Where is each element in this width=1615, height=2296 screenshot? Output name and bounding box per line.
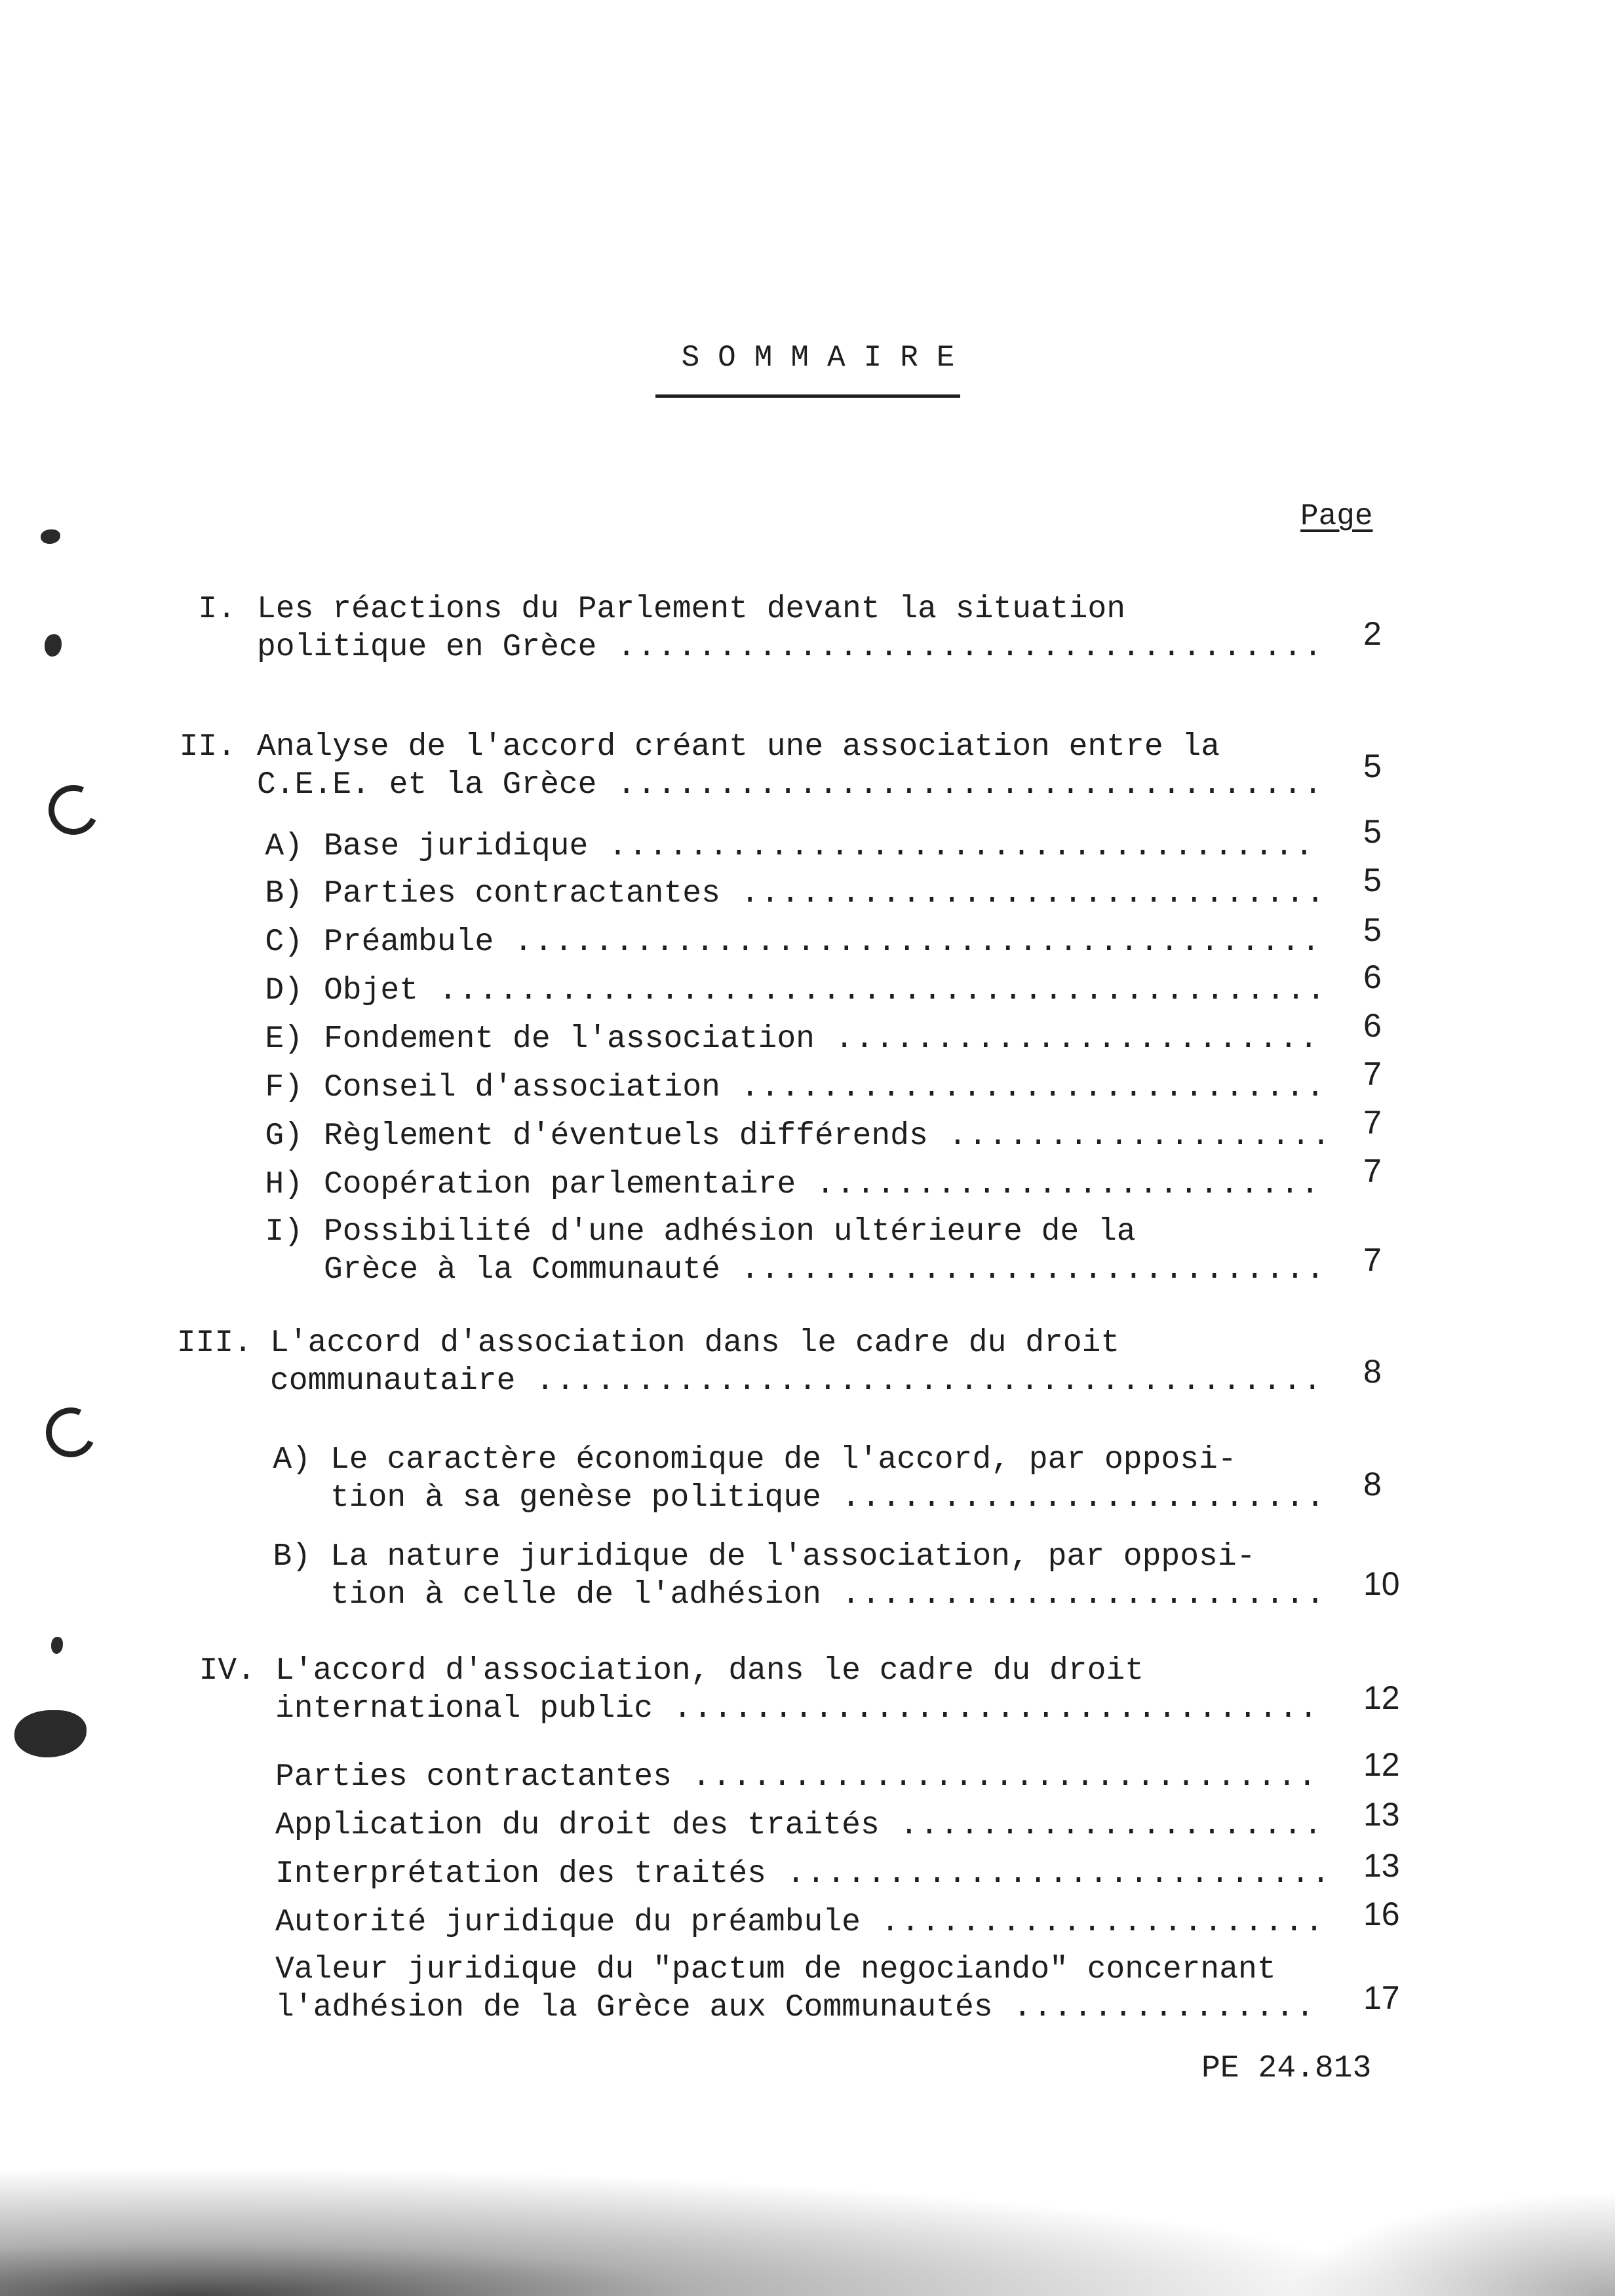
toc-entry-title: Parties contractantes [324, 876, 720, 911]
toc-entry-title: Interprétation des traités [275, 1856, 766, 1892]
dot-leader: ......................... [796, 1167, 1321, 1202]
scan-shadow-right [1287, 2191, 1615, 2296]
toc-entry-number: A) [265, 829, 303, 864]
toc-entry-title: Préambule [324, 925, 494, 960]
toc-entry-title: Grèce à la Communauté [324, 1252, 720, 1288]
dot-leader: ........................... [766, 1856, 1332, 1892]
toc-entry-title: politique en Grèce [257, 630, 597, 665]
dot-leader: ................... [927, 1119, 1332, 1154]
document-reference: PE 24.813 [1201, 2051, 1372, 2086]
punch-hole-top [41, 778, 105, 841]
page-column-header: Page [1300, 499, 1373, 533]
dot-leader: ....................................... [515, 1364, 1323, 1399]
toc-entry-title: Conseil d'association [324, 1070, 720, 1105]
dot-leader: ............................. [720, 1252, 1327, 1288]
toc-page-number: 7 [1363, 1056, 1382, 1092]
toc-entry-number: F) [265, 1070, 303, 1105]
dot-leader: ................................ [653, 1691, 1319, 1727]
toc-entry-title: L'accord d'association, dans le cadre du droit [275, 1653, 1144, 1689]
dot-leader: ........................ [821, 1480, 1327, 1516]
toc-entry-title: Coopération parlementaire [324, 1167, 796, 1202]
toc-entry-title: Possibilité d'une adhésion ultérieure de la [324, 1214, 1136, 1250]
dot-leader: ............................... [671, 1759, 1318, 1795]
dot-leader: ................................... [596, 767, 1324, 803]
toc-entry-title: Parties contractantes [275, 1759, 672, 1795]
toc-page-number: 17 [1363, 1980, 1400, 2016]
toc-entry-title: Application du droit des traités [275, 1808, 880, 1843]
toc-entry-number: G) [265, 1119, 303, 1154]
toc-entry-number: E) [265, 1022, 303, 1057]
dot-leader: ............................................ [418, 973, 1327, 1008]
toc-entry-number: B) [273, 1539, 311, 1575]
scan-blot [45, 634, 62, 657]
document-title: SOMMAIRE [681, 341, 973, 375]
toc-page-number: 8 [1363, 1466, 1382, 1502]
toc-page-number: 12 [1363, 1746, 1400, 1783]
toc-entry-title: Analyse de l'accord créant une association entre la [257, 729, 1220, 765]
toc-page-number: 8 [1363, 1353, 1382, 1390]
toc-page-number: 12 [1363, 1679, 1400, 1716]
toc-entry-title: Base juridique [324, 829, 589, 864]
dot-leader: ........................ [814, 1022, 1320, 1057]
toc-entry-title: L'accord d'association dans le cadre du droit [270, 1326, 1120, 1361]
toc-entry-title: Valeur juridique du "pactum de negociando" concernant [275, 1952, 1276, 1987]
dot-leader: ............... [992, 1990, 1316, 2025]
toc-entry-title: tion à sa genèse politique [330, 1480, 821, 1516]
toc-entry-title: Le caractère économique de l'accord, par opposi- [330, 1442, 1237, 1478]
toc-entry-number: II. [179, 729, 236, 765]
toc-page-number: 6 [1363, 959, 1382, 995]
toc-entry-title: La nature juridique de l'association, par opposi- [330, 1539, 1256, 1575]
toc-page-number: 6 [1363, 1007, 1382, 1044]
toc-page-number: 7 [1363, 1153, 1382, 1189]
toc-entry-title: l'adhésion de la Grèce aux Communautés [275, 1990, 993, 2025]
toc-entry-number: III. [176, 1326, 252, 1361]
toc-entry-title: tion à celle de l'adhésion [330, 1577, 821, 1613]
scan-blot [14, 1710, 87, 1757]
dot-leader: ............................. [720, 876, 1327, 911]
dot-leader: ........................................ [494, 925, 1322, 960]
toc-page-number: 2 [1363, 615, 1382, 652]
toc-page-number: 7 [1363, 1242, 1382, 1278]
toc-page-number: 10 [1363, 1565, 1400, 1602]
toc-page-number: 5 [1363, 813, 1382, 850]
toc-page-number: 5 [1363, 862, 1382, 898]
dot-leader: ..................... [879, 1808, 1324, 1843]
toc-entry-number: I) [265, 1214, 303, 1250]
scan-blot [41, 529, 60, 544]
dot-leader: ................................... [588, 829, 1315, 864]
toc-entry-title: international public [275, 1691, 653, 1727]
toc-entry-title: communautaire [270, 1364, 516, 1399]
toc-page-number: 13 [1363, 1847, 1400, 1884]
dot-leader: ........................ [821, 1577, 1327, 1613]
toc-entry-number: I. [198, 592, 236, 627]
toc-entry-title: Fondement de l'association [324, 1022, 815, 1057]
toc-entry-number: A) [273, 1442, 311, 1478]
toc-entry-number: C) [265, 925, 303, 960]
punch-hole-bottom [39, 1400, 102, 1464]
toc-page-number: 5 [1363, 911, 1382, 948]
toc-page-number: 7 [1363, 1104, 1382, 1141]
toc-entry-title: Objet [324, 973, 419, 1008]
toc-entry-title: Règlement d'éventuels différends [324, 1119, 928, 1154]
toc-entry-title: Autorité juridique du préambule [275, 1905, 861, 1940]
toc-entry-title: Les réactions du Parlement devant la situation [257, 592, 1126, 627]
toc-entry-number: H) [265, 1167, 303, 1202]
toc-entry-number: D) [265, 973, 303, 1008]
toc-page-number: 16 [1363, 1896, 1400, 1932]
toc-entry-number: B) [265, 876, 303, 911]
toc-page-number: 5 [1363, 748, 1382, 784]
dot-leader: ............................. [720, 1070, 1327, 1105]
toc-entry-number: IV. [199, 1653, 256, 1689]
dot-leader: ...................... [860, 1905, 1325, 1940]
dot-leader: ................................... [596, 630, 1324, 665]
toc-entry-title: C.E.E. et la Grèce [257, 767, 597, 803]
toc-page-number: 13 [1363, 1796, 1400, 1833]
title-underline [655, 394, 960, 398]
scan-blot [51, 1637, 63, 1654]
